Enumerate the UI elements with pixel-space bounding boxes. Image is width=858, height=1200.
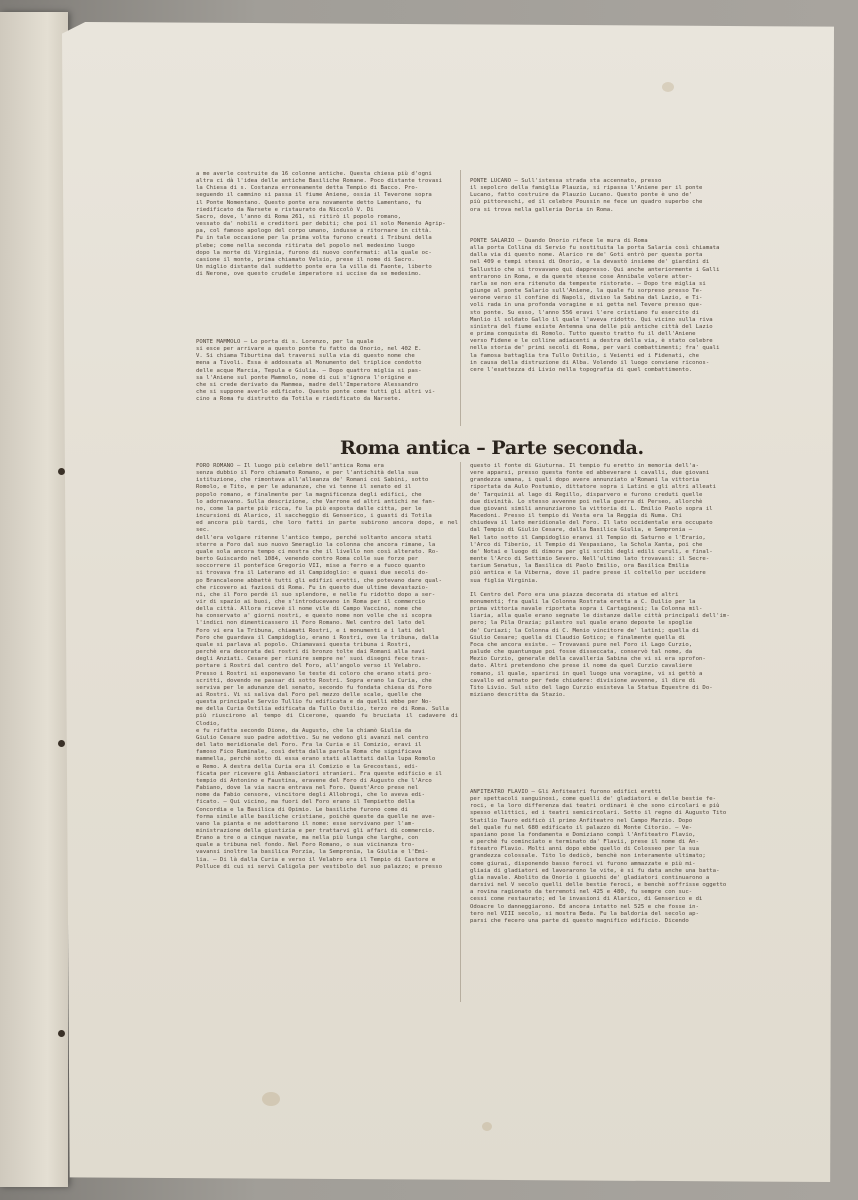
text-line: quale a tribuna nel fondo. Nel Foro Romano, o sua vicinanza tro- <box>196 842 415 849</box>
text-line: verone verso il confine di Napoli, diviso la Sabina dal Lazio, e Ti- <box>470 295 703 302</box>
text-line: riportata da Aulo Postumio, dittatore sopra i Latini e gli altri alleati <box>470 484 717 491</box>
text-line: Odoacre lo danneggiarono. Ed ancora intatto nel 525 e che fosse in- <box>470 903 699 910</box>
heading-part2: Parte seconda. <box>491 437 644 459</box>
text-line: vir di spazio ai buoi, che s'introducevano in Roma per il commercio <box>196 598 425 605</box>
column-rule <box>460 462 461 1002</box>
text-line: Il Centro del Foro era una piazza decorata di statue ed altri <box>470 591 679 598</box>
text-line: vere apparsi, presso questa fonte ed abbeverare i cavalli, due giovani <box>470 470 710 477</box>
section-heading <box>340 436 644 460</box>
text-line: Nel lato sotto il Campidoglio eranvi il Tempio di Saturno e l'Erario, <box>470 534 706 541</box>
text-line: seguendo il cammino si passa il fiume Aniene, ossia il Teverone sopra <box>196 192 432 199</box>
text-line: ed ancora più tardi, che loro fatti in parte subirono ancora dopo, e nel sec. <box>196 520 458 534</box>
text-line: soccorrere il pontefice Gregorio VII, mise a ferro e a fuoco quanto <box>196 563 425 570</box>
binding-hole <box>58 740 65 747</box>
text-line: grandezza umana, i quali dopo avere annunziato a'Romani la vittoria <box>470 477 699 484</box>
text-line: dal Tempio di Giulio Cesare, dalla Basilica Giulia, e Sempronia — <box>470 527 693 534</box>
text-line: rarla se non era ritenuto da tempeste ristorate. — Dopo tre miglia si <box>470 280 706 287</box>
text-line: Un miglio distante dal suddetto ponte era la villa di Faonte, liberto <box>196 264 432 271</box>
text-line: perchè era decorata dei rostri di bronzo tolte dai Romani alla navi <box>196 649 425 656</box>
text-line: PONTE MAMMOLO — Lo porta di s. Lorenzo, per la quale <box>196 339 374 345</box>
text-line: Sacro, dove, l'anno di Roma 261, si ritirò il popolo romano, <box>196 213 402 220</box>
text-line: Giulio Cesare suo padre adottivo. Su ne vedono gli avanzi nel centro <box>196 734 429 741</box>
text-line: si trovava fra il Laterano ed il Campidoglio: e quasi due secoli do- <box>196 570 429 577</box>
text-line: e fu rifatta secondo Dione, da Augusto, che la chiamò Giulia da <box>196 727 412 734</box>
text-line: chiudeva il lato meridionale del Foro. Il lato occidentale era occupato <box>470 520 713 527</box>
text-line: mente l'Arco di Settimio Severo. Nell'ultimo lato trovavasi: il Secre- <box>470 556 710 563</box>
text-line: la famosa battaglia tra Tullo Ostilio, i Veienti ed i Fidenati, che <box>470 352 699 359</box>
text-line: che si crede derivato da Mammea, madre dell'Imperatore Alessandro <box>196 381 419 388</box>
text-line: nome da Fabio censore, vincitore degli Allobrogi, che lo aveva edi- <box>196 792 425 799</box>
text-line: Polluce di cui si servì Caligola per vestibolo del suo palazzo; e presso <box>196 863 443 870</box>
text-line: e perchè fu cominciato e terminato da' Flavii, prese il nome di An- <box>470 839 699 846</box>
text-line: cino a Roma fu distrutto da Totila e riedificato da Narsete. <box>196 396 402 403</box>
text-line: Foca che ancora esiste. — Trovavasi pure nel Foro il Lago Curzio, <box>470 641 693 648</box>
text-line: parsi che fecero una parte di questo magnifico edificio. Dicendo <box>470 917 689 924</box>
text-line: Presso i Rostri si esponevano le teste di coloro che erano stati pro- <box>196 670 432 677</box>
text-line <box>470 585 756 592</box>
text-line: ora si trova nella galleria Doria in Roma. <box>470 206 614 213</box>
anfiteatro-flavio-section <box>470 789 756 925</box>
text-line: de' Tarquinii al lago di Regillo, disparvero e furono creduti quelle <box>470 491 703 498</box>
text-line: tarium Senatus, la Basilica di Paolo Emilio, ora Basilica Emilia <box>470 563 689 570</box>
text-line: degli Anziati. Cesare per riunire sempre ne' suoi disegni fece tras- <box>196 656 429 663</box>
text-line: popolo romano, e finalmente per la magnificenza degli edifici, che <box>196 491 422 498</box>
foro-romano-right-column <box>470 463 756 699</box>
text-line: forma simile alle basiliche cristiane, poichè queste da quelle ne ave- <box>196 813 436 820</box>
text-line: si esce per arrivare a questo ponte fu fatto da Onorio, nel 402 E. <box>196 346 422 353</box>
ponte-salario-section <box>470 238 756 374</box>
text-line: spasiano pose la fondamenta e Domiziano compì l'Anfiteatro Flavio, <box>470 831 696 838</box>
text-line: Foro vi era la Tribuna, chiamati Rostri, e i monumenti e i lati del <box>196 627 425 634</box>
text-line: vavansi inoltre la basilica Porzia, la Sempronia, la Giulia e l'Emi- <box>196 849 429 856</box>
text-line: a rovina ragionato da terremoti nel 425 e 480, fu sempre con suc- <box>470 889 693 896</box>
text-line: V. Si chiama Tiburtina dal traversi sulla via di questo nome che <box>196 353 415 360</box>
text-line: ha conservato a' giorni nostri, e questo nome non volle che si scopra <box>196 613 432 620</box>
text-line: liaria, alla quale erano segnate le distanze dalle città principali dell'im- <box>470 613 730 620</box>
text-line: quale si parlava al popolo. Chiamavasi questa tribuna i Rostri, <box>196 641 412 648</box>
text-line: cavallo ed armato per fede chiudere: divisione avvenne, il dire di <box>470 677 696 684</box>
text-line: sterre a Foro dal suo nuovo Smeraglio la colonna che ancora rimane, la <box>196 541 436 548</box>
foro-romano-left-column <box>196 463 458 871</box>
text-line: di Nerone, ove questo crudele imperatore si uccise da se medesimo. <box>196 271 422 278</box>
text-line: dopo la morte di Virginia, furono di nuovo confermati: alla quale oc- <box>196 249 432 256</box>
text-line: in causa della distruzione di Alba. Volendo il luogo conviene riconos- <box>470 359 710 366</box>
text-line: sa l'Aniene sul ponte Mammolo, nome di cui s'ignora l'origine e <box>196 374 412 381</box>
text-line: plebe; come nella seconda ritirata del popolo nel medesimo luogo <box>196 242 415 249</box>
text-line: dato. Altri pretendono che prese il nome da quel Curzio cavaliere <box>470 663 693 670</box>
foxing-spot <box>482 1122 492 1131</box>
text-line: riedificato da Narsete e ristaurato da Niccolò V. Di <box>196 206 374 213</box>
text-line: ficato. — Qui vicino, ma fuori del Foro erano il Tempietto della <box>196 799 415 806</box>
adjacent-page <box>0 12 68 1187</box>
text-line: l'Arco di Tiberio, il Tempio di Vespasiano, la Schola Xanta, poi che <box>470 541 703 548</box>
text-line: come giurai, disponendo basso feroci vi furono ammazzate e più mi- <box>470 860 696 867</box>
text-line: senza dubbio il Foro chiamato Romano, e per l'antichità della sua <box>196 470 419 477</box>
text-line: Romolo, e Tito, e per le adunanze, che vi tenne il senato ed il <box>196 484 412 491</box>
text-line: incursioni di Alarico, il saccheggio di Genserico, i guasti di Totila <box>196 513 432 520</box>
text-line: PONTE LUCANO — Sull'istessa strada sta accennato, presso <box>470 178 662 184</box>
text-line: scritti, dovendo ne passar di sotto Rostri. Sopra erano la Curia, che <box>196 677 432 684</box>
text-line: delle acque Marcia, Tepula e Giulia. — Dopo quattro miglia si pas- <box>196 367 422 374</box>
text-line: a me averle costruite da 16 colonne antiche. Questa chiesa più d'ogni <box>196 171 432 177</box>
text-line: roci, e la loro differenza dai teatri ordinari è che sono circolari e più <box>470 803 720 810</box>
text-line: ministrazione della giustizia e per trattarvi gli affari di commercio. <box>196 827 436 834</box>
text-line: famoso Fico Ruminale, così detta dalla parola Roma che significava <box>196 749 422 756</box>
text-line: e prima conquista di Romolo. Tutto questo tratto fu il dell'Aniene <box>470 331 696 338</box>
text-line: Fu in tale occasione per la prima volta furono creati i Tribuni della <box>196 235 432 242</box>
text-line: più antica e la Viberna, dove il padre prese il coltello per uccidere <box>470 570 706 577</box>
text-line: de' Curiazi; la Colonna di C. Menio vincitore de' latini; quella di <box>470 627 699 634</box>
text-line: grandezza colossale. Tito lo dedicò, benchè non interamente ultimato; <box>470 853 706 860</box>
text-line: portare i Rostri dal centro del Foro, all'angolo verso il Velabro. <box>196 663 422 670</box>
text-line: più pittoreschi, ed il celebre Poussin ne fece un quadro superbo che <box>470 199 703 206</box>
heading-dash: – <box>476 437 486 459</box>
text-line: Foro che guardava il Campidoglio, erano i Rostri, ove la tribuna, dalla <box>196 634 439 641</box>
text-line: mena a Tivoli. Essa è addossata al Monumento del triplice condotto <box>196 360 422 367</box>
text-line: Lucano, fatto costruire da Plauzio Lucano. Questo ponte è uno de' <box>470 192 693 199</box>
text-line: pa, col famoso apologo del corpo umano, indusse a ritornare in città. <box>196 228 432 235</box>
upper-left-column <box>196 171 458 278</box>
text-line: vessato da' nobili e creditori per debiti; che poi il solo Menenio Agrip- <box>196 221 446 228</box>
text-line: romano, il quale, sparirsi in quel luogo una voragine, vi si gettò a <box>470 670 703 677</box>
text-line: palude che quantunque poi fosse disseccata, conservò tal nome, da <box>470 649 693 656</box>
text-line: no, come la parte più ricca, fu la più esposta dalle citta, per le <box>196 505 422 512</box>
foxing-spot <box>662 82 674 92</box>
text-line: glia navale. Abolito da Onorio i giuochi de' gladiatori continuarono a <box>470 874 710 881</box>
text-line: ai Rostri. Vi si saliva dal Foro pel mezzo delle scale, quelle che <box>196 692 422 698</box>
text-line: per spettacoli sanguinosi, come quelli de' gladiatori e delle bestie fe- <box>470 796 717 803</box>
text-line: questo il fonte di Giuturna. Il tempio fu eretto in memoria dell'a- <box>470 463 699 469</box>
text-line: Statilio Tauro edificò il primo Anfiteatro nel Campo Marzio. Dopo <box>470 817 693 824</box>
text-line: nella storia de' primi secoli di Roma, per vari combattimenti; fra' quali <box>470 345 720 352</box>
text-line: Fabiano, dove la via sacra entrava nel Foro. Quest'Arco prese nel <box>196 785 419 792</box>
text-line: tempio di Antonino e Faustina, eravene del Foro di Augusto che l'Arco <box>196 777 432 784</box>
text-line: istituzione, che rimontava all'alleanza de' Romani coi Sabini, sotto <box>196 477 429 484</box>
ponte-mammolo-section <box>196 339 458 403</box>
text-line: la Chiesa di s. Costanza erroneamente detta Tempio di Bacco. Pro- <box>196 185 419 192</box>
text-line: mammella, perchè sotto di essa erano stati allattati dalla lupa Romolo <box>196 756 436 763</box>
text-line: fiteatro Flavio. Molti anni dopo ebbe quello di Colosseo per la sua <box>470 846 699 853</box>
text-line: il Ponte Nomentano. Questo ponte era novamente detto Lamentano, fu <box>196 199 422 206</box>
text-line: due divinità. Lo stesso avvenne poi nella guerra di Perseo, allorchè <box>470 498 703 505</box>
text-line: tero nel VIII secolo, si mostra Beda. Fu la baldoria del secolo ap- <box>470 910 699 917</box>
text-line: dalla via di questo nome. Alarico re de' Goti entrò per questa porta <box>470 252 703 259</box>
text-line: Macedoni. Presso il tempio di Vesta era la Reggia di Numa. Chi <box>470 513 682 520</box>
text-line: de' Notai e luogo di dimora per gli scribi degli edili curuli, e final- <box>470 548 713 555</box>
text-line: berto Guiscardo nel 1084, venendo contro Roma colle sue forze per <box>196 556 419 563</box>
column-rule <box>460 170 461 426</box>
text-line: Giulio Cesare; quella di Claudio Gotico; e finalmente quella di <box>470 634 686 641</box>
binding-hole <box>58 1030 65 1037</box>
ponte-lucano-section <box>470 178 756 214</box>
text-line: miziano descritta da Stazio. <box>470 691 566 698</box>
text-line: serviva per le adunanze del senato, secondo fu fondata chiesa di Foro <box>196 684 432 691</box>
text-line: Erano a tre o a cinque navate, ma nella più lunga che larghe, con <box>196 835 419 842</box>
text-line: voli rada in una profonda voragine e si getta nel Tevere presso que- <box>470 302 703 309</box>
text-line: ANFITEATRO FLAVIO — Gli Anfiteatri furono edifici eretti <box>470 789 662 795</box>
text-line: FORO ROMANO — Il luogo più celebre dell'antica Roma era <box>196 463 384 469</box>
text-line: che si suppone averlo edificato. Questo ponte come tutti gli altri vi- <box>196 389 436 396</box>
text-line: della città. Allora ricevè il nome vile di Campo Vaccino, nome che <box>196 606 422 613</box>
text-line: l'indici non dimenticassero il Foro Romano. Nel centro del lato del <box>196 620 425 627</box>
text-line: po Brancaleone abbattè tutti gli edifizi eretti, che potevano dare qual- <box>196 577 443 584</box>
text-line: vano la pianta e ne adottarono il nome: esse servivano per l'am- <box>196 820 415 827</box>
text-line: darsivi nel V secolo quelli delle bestie feroci, e benchè soffrisse oggetto <box>470 882 727 889</box>
text-line: prima vittoria navale riportata sopra i Cartaginesi; la Colonna mil- <box>470 606 703 613</box>
text-line: altra ci dà l'idea delle antiche Basiliche Romane. Poco distante trovasi <box>196 178 443 185</box>
text-line: Tito Livio. Sul sito del lago Curzio esisteva la Statua Equestre di Do- <box>470 684 713 691</box>
text-line: casione il monte, prima chiamato Velsio, prese il nome di Sacro. <box>196 256 415 263</box>
text-line: questa principale Servio Tullio fu edificata e da quelli ebbe per No- <box>196 699 432 706</box>
text-line: spesso ellittici, ed i teatri semicircolari. Sotto il regno di Augusto Tito <box>470 810 727 817</box>
text-line: ni, che il Foro perdè il suo splendore, e nelle fu ridotto dopo a ser- <box>196 591 436 598</box>
text-line: del quale fu nel 680 edificato il palazzo di Monte Citorio. — Ve- <box>470 824 693 831</box>
text-line: verso Fidene e le colline adiacenti a destra della via, è stato celebre <box>470 338 713 345</box>
text-line: quale sola ancora tempo ci mostra che il livello non così alterato. Ro- <box>196 548 439 555</box>
heading-part1: Roma antica <box>340 437 471 459</box>
text-line: il sepolcro della famiglia Plauzia, si ripassa l'Aniene per il ponte <box>470 185 703 192</box>
text-line: Concordia e la Basilica di Opimio. Le basiliche furono come di <box>196 806 408 813</box>
text-line: entrarono in Roma, e da queste stesse cose Annibale volere atter- <box>470 273 693 280</box>
text-line: monumenti; fra quali la Colonna Rostrata eretta a C. Duilio per la <box>470 598 696 605</box>
text-line: me della Curia Ostilia edificata da Tullo Ostilio, terzo re di Roma. Sulla <box>196 706 449 713</box>
text-line: cere l'esattezza di Livio nella topografia di quel combattimento. <box>470 366 693 373</box>
text-line: Mezio Curzio, generale della cavalleria Sabina che vi si era sprofon- <box>470 656 706 663</box>
text-line: del lato meridionale del Foro. Fra la Curia e il Comizio, eravi il <box>196 742 422 749</box>
text-line: Sallustio che si trovavano qui dappresso. Qui anche anteriormente i Galli <box>470 266 720 273</box>
text-line: sinistra del fiume esiste Antemna una delle più antiche città del Lazio <box>470 323 713 330</box>
text-line: sua figlia Virginia. <box>470 577 539 584</box>
text-line: PONTE SALARIO — Quando Onorio rifece le mura di Roma <box>470 238 648 244</box>
text-line: cessi come restaurato; ed le invasioni di Alarico, di Genserico e di <box>470 896 703 903</box>
text-line: ficata per ricevere gli Ambasciatori stranieri. Fra queste edificio e il <box>196 770 443 777</box>
text-line: più riuscirono al tempo di Cicerone, quando fu bruciata il cadavere di Clodio, <box>196 713 458 727</box>
text-line: nel 409 e tempi stessi di Onorio, e la devastò insieme de' giardini di <box>470 259 710 266</box>
text-line: alla porta Collina di Servio fu sostituita la porta Salaria così chiamata <box>470 245 720 252</box>
text-line: pero; la Pila Orazia; pilastro sul quale erano deposte le spoglie <box>470 620 693 627</box>
text-line: e Remo. A destra della Curia era il Comizio e la Grecostasi, edi- <box>196 763 419 770</box>
text-line: dell'era volgare ritenne l'antico tempo, perché soltanto ancora stati <box>196 534 432 541</box>
text-line: Manlio il soldato Gallo il quale l'aveva ridotto. Qui vicino sulla riva <box>470 316 713 323</box>
text-line: gliaia di gladiatori ed lavorarono le vite, è si fu data anche una batta- <box>470 867 720 874</box>
text-line: che ricovero ai faziosi di Roma. Fu in questo due ultime devastazio- <box>196 584 429 591</box>
binding-hole <box>58 468 65 475</box>
text-line: sto ponte. Su esso, l'anno 556 eravi l'ere cristiano fu esercito di <box>470 309 699 316</box>
text-line: lia. — Di là dalla Curia e verso il Velabro era il Tempio di Castore e <box>196 856 436 863</box>
foxing-spot <box>262 1092 280 1106</box>
text-line: due giovani simili annunziarono la vittoria di L. Emilio Paolo sopra il <box>470 505 713 512</box>
text-line: lo adornavano. Sulla descrizione, che Varrone ed altri antichi ne fan- <box>196 498 436 505</box>
text-line: giunge al ponte Salario sull'Aniene, la quale fu sorpreso presso Te- <box>470 288 703 295</box>
